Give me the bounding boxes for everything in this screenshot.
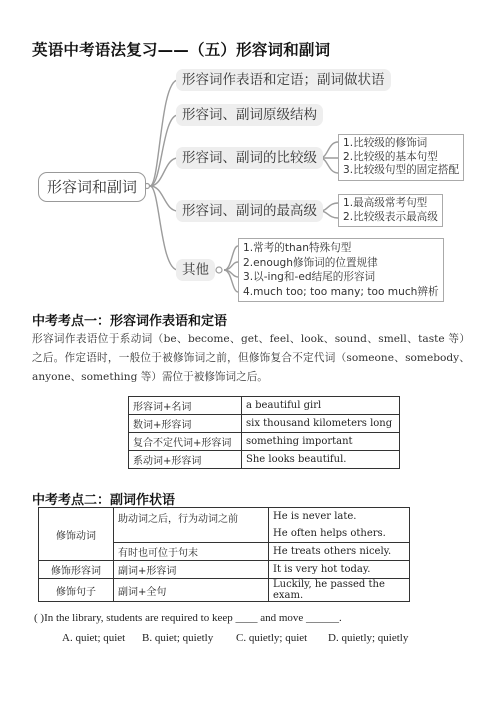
- mindmap-children-comparative: [338, 134, 464, 181]
- table-cell: 数词+形容词: [129, 415, 242, 433]
- mindmap-child: 3.比较级句型的固定搭配: [343, 164, 460, 176]
- table-cell: He is never late.: [269, 508, 410, 526]
- table-cell: 修饰动词: [39, 508, 114, 561]
- section-paragraph-1: 形容词作表语位于系动词（be、become、get、feel、look、sound、smell、taste 等）之后。作定语时，一般位于被修饰词之前，但修饰复合不定代词（someone、somebody、anyone、something 等）需位于被修饰词之后。: [32, 333, 470, 383]
- question-option-c: C. quietly; quiet: [236, 632, 308, 644]
- table-row: [129, 415, 400, 433]
- table-row: [39, 561, 410, 579]
- mindmap-branch-3: 形容词、副词的比较级: [176, 147, 323, 169]
- mindmap-child: 1.最高级常考句型: [343, 197, 428, 209]
- table-cell: 复合不定代词+形容词: [129, 433, 242, 451]
- question-option-d: D. quietly; quietly: [328, 632, 409, 644]
- table-cell: She looks beautiful.: [242, 451, 400, 469]
- table-cell: 助动词之后，行为动词之前: [114, 508, 269, 543]
- table-cell: 形容词+名词: [129, 397, 242, 415]
- mindmap-child: 2.enough修饰词的位置规律: [243, 256, 378, 269]
- mindmap-root: 形容词和副词: [38, 172, 146, 202]
- table-cell: He treats others nicely.: [269, 543, 410, 561]
- table-cell: six thousand kilometers long: [242, 415, 400, 433]
- page-title: 英语中考语法复习——（五）形容词和副词: [32, 41, 331, 59]
- table-cell: It is very hot today.: [269, 561, 410, 579]
- mindmap-child: 1.比较级的修饰词: [343, 137, 428, 149]
- mindmap-branch-1: 形容词作表语和定语；副词做状语: [176, 69, 391, 91]
- adverb-table: [38, 507, 410, 602]
- mindmap-child: 4.much too; too many; too much辨析: [243, 285, 439, 298]
- section-heading-1: 中考考点一：形容词作表语和定语: [32, 314, 228, 329]
- mindmap-branch-5: 其他: [176, 259, 215, 281]
- table-cell: 副词+全句: [114, 579, 269, 602]
- table-cell: 修饰句子: [39, 579, 114, 602]
- question-stem: ( )In the library, students are required to keep ____ and move ______.: [34, 612, 342, 624]
- table-row: [39, 508, 410, 526]
- table-cell: 系动词+形容词: [129, 451, 242, 469]
- table-row: [129, 397, 400, 415]
- section-heading-2: 中考考点二：副词作状语: [32, 493, 176, 508]
- mindmap-branch-2: 形容词、副词原级结构: [176, 104, 323, 126]
- mindmap-child: 1.常考的than特殊句型: [243, 242, 352, 254]
- question-option-b: B. quiet; quietly: [142, 632, 214, 644]
- question-option-a: A. quiet; quiet: [62, 632, 126, 644]
- mindmap-child: 2.比较级的基本句型: [343, 150, 438, 163]
- mindmap-children-other: [238, 238, 444, 302]
- adjective-table: [128, 396, 400, 469]
- table-cell: 修饰形容词: [39, 561, 114, 579]
- mindmap-child: 3.以-ing和-ed结尾的形容词: [243, 271, 376, 283]
- table-cell: a beautiful girl: [242, 397, 400, 415]
- table-cell: He often helps others.: [269, 525, 410, 543]
- table-row: [129, 451, 400, 469]
- table-cell: 副词+形容词: [114, 561, 269, 579]
- mindmap-branch-4: 形容词、副词的最高级: [176, 200, 323, 222]
- table-row: [129, 433, 400, 451]
- table-cell: something important: [242, 433, 400, 451]
- mindmap-children-superlative: [338, 194, 443, 227]
- mindmap-child: 2.比较级表示最高级: [343, 210, 438, 223]
- table-row: [39, 579, 410, 602]
- table-cell: 有时也可位于句末: [114, 543, 269, 561]
- table-cell: Luckily, he passed the exam.: [269, 579, 410, 602]
